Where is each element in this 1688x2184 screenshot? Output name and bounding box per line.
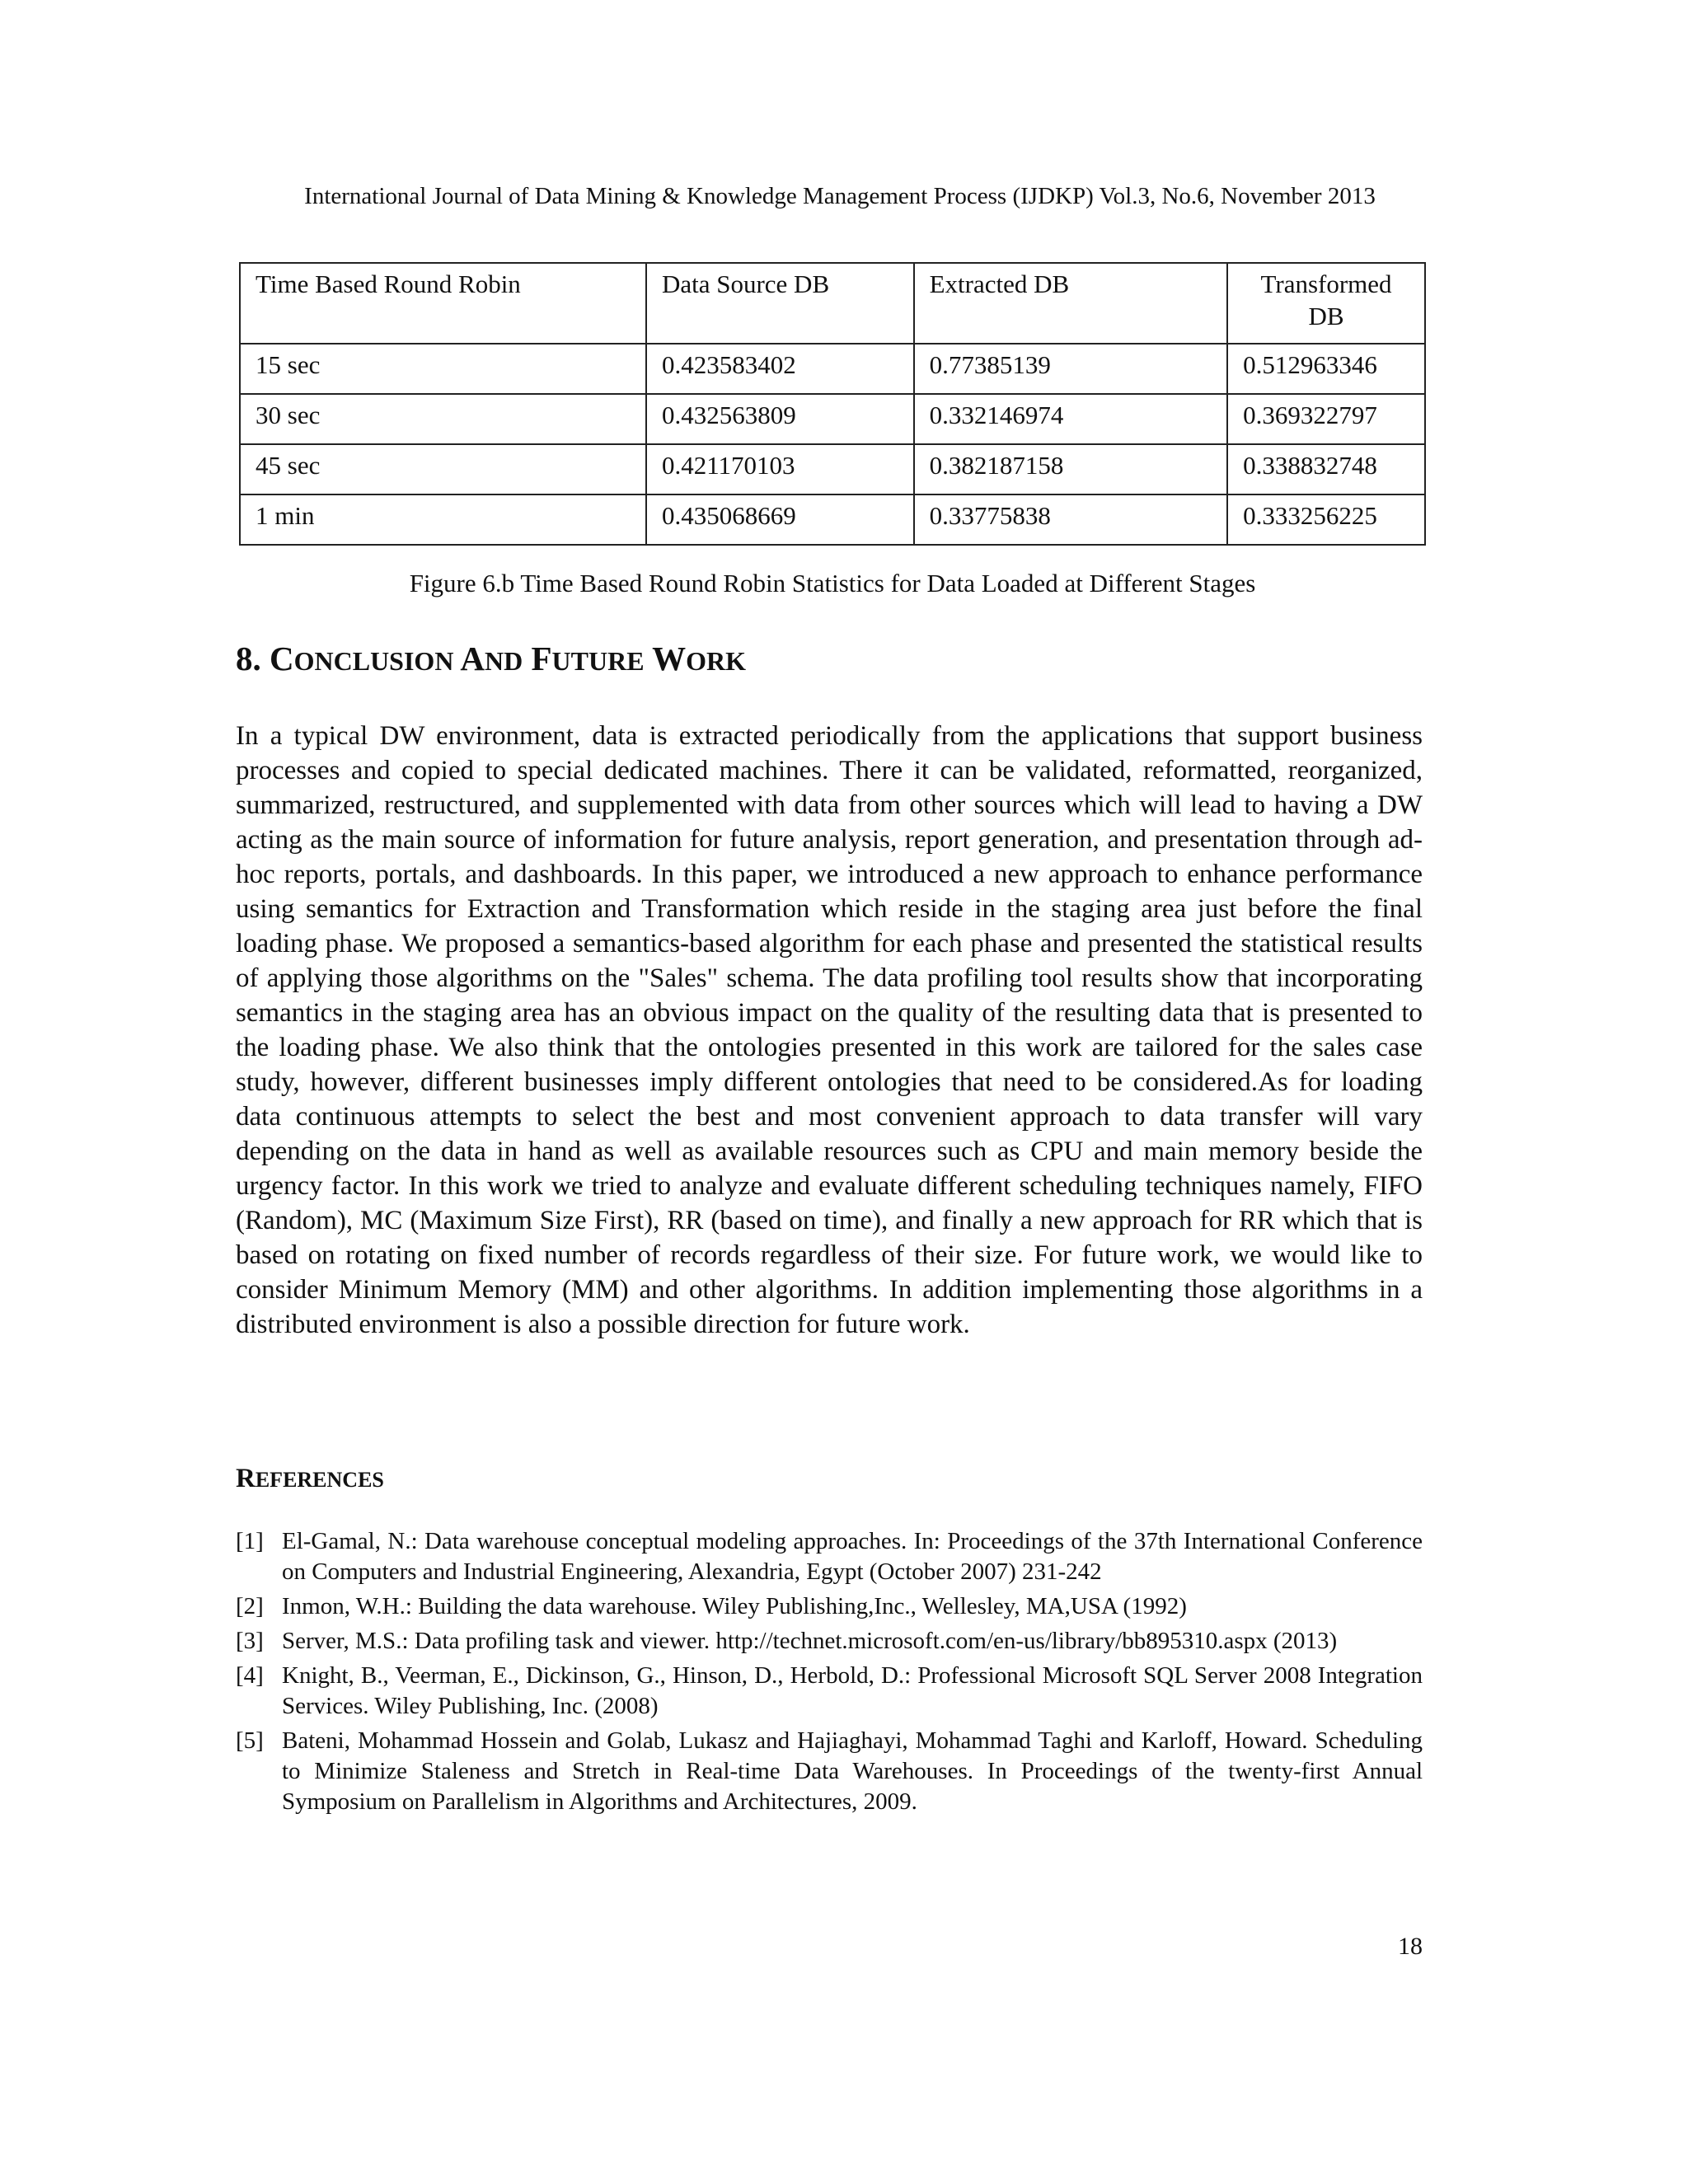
round-robin-statistics-table: [239, 262, 1426, 546]
reference-number: [3]: [236, 1628, 264, 1654]
table-row: [240, 344, 1425, 394]
table-cell: 0.382187158: [914, 444, 1227, 494]
reference-number: [4]: [236, 1662, 264, 1689]
table-cell: 0.33775838: [914, 494, 1227, 545]
table-cell: 30 sec: [240, 394, 646, 444]
column-header: Transformed DB: [1227, 263, 1425, 344]
table-cell: 0.369322797: [1227, 394, 1425, 444]
heading-smallcaps: ND: [485, 646, 523, 676]
table-cell: 0.338832748: [1227, 444, 1425, 494]
reference-item: [236, 1726, 1423, 1817]
column-header: Extracted DB: [914, 263, 1227, 344]
reference-item: [236, 1526, 1423, 1587]
running-header: International Journal of Data Mining & Knowledge Management Process (IJDKP) Vol.3, No.6, November 2013: [304, 183, 1376, 209]
heading-initial: A: [460, 640, 485, 677]
table-cell: 0.435068669: [646, 494, 914, 545]
heading-smallcaps: UTURE: [551, 646, 645, 676]
reference-item: [236, 1591, 1423, 1622]
references-list: [236, 1526, 1423, 1821]
table-cell: 1 min: [240, 494, 646, 545]
table-row: [240, 494, 1425, 545]
reference-text: El-Gamal, N.: Data warehouse conceptual modeling approaches. In: Proceedings of the 37th International Conference on Computers and Industrial Engineering, Alexandria, Egypt (October 2007) 231-242: [282, 1528, 1423, 1585]
reference-number: [5]: [236, 1727, 264, 1754]
reference-text: Knight, B., Veerman, E., Dickinson, G., Hinson, D., Herbold, D.: Professional Microsoft SQL Server 2008 Integration Services. Wiley Publishing, Inc. (2008): [282, 1662, 1423, 1719]
table-cell: 0.77385139: [914, 344, 1227, 394]
section-heading: [236, 639, 746, 678]
heading-smallcaps: ORK: [686, 646, 746, 676]
heading-initial: C: [270, 640, 294, 677]
table-cell: 0.512963346: [1227, 344, 1425, 394]
heading-initial: F: [531, 640, 552, 677]
reference-number: [1]: [236, 1528, 264, 1554]
column-header: Time Based Round Robin: [240, 263, 646, 344]
heading-smallcaps: ONCLUSION: [293, 646, 454, 676]
column-header: Data Source DB: [646, 263, 914, 344]
table-cell: 15 sec: [240, 344, 646, 394]
reference-item: [236, 1626, 1423, 1657]
reference-number: [2]: [236, 1593, 264, 1619]
heading-smallcaps: EFERENCES: [255, 1468, 384, 1492]
reference-text: Bateni, Mohammad Hossein and Golab, Lukasz and Hajiaghayi, Mohammad Taghi and Karloff, Howard. Scheduling to Minimize Staleness and Stretch in Real-time Data Warehouses. In Proceedings of the twenty-first Annual Symposium on Parallelism in Algorithms and Architectures, 2009.: [282, 1727, 1423, 1815]
reference-text: Server, M.S.: Data profiling task and viewer. http://technet.microsoft.com/en-us/library/bb895310.aspx (2013): [282, 1628, 1338, 1654]
table-row: [240, 394, 1425, 444]
heading-initial: R: [236, 1464, 256, 1493]
table-cell: 45 sec: [240, 444, 646, 494]
table-cell: 0.423583402: [646, 344, 914, 394]
table-cell: 0.332146974: [914, 394, 1227, 444]
table-row: [240, 444, 1425, 494]
figure-caption: Figure 6.b Time Based Round Robin Statistics for Data Loaded at Different Stages: [409, 569, 1256, 598]
reference-text: Inmon, W.H.: Building the data warehouse. Wiley Publishing,Inc., Wellesley, MA,USA (1992): [282, 1593, 1187, 1619]
references-heading: [236, 1464, 384, 1494]
table-cell: 0.333256225: [1227, 494, 1425, 545]
page-number: 18: [1398, 1933, 1423, 1960]
table-cell: 0.421170103: [646, 444, 914, 494]
table-header-row: [240, 263, 1425, 344]
conclusion-paragraph: In a typical DW environment, data is extracted periodically from the applications that support business processes and copied to special dedicated machines. There it can be validated, reformatted, reorganized, summarized, restructured, and supplemented with data from other sources which will lead to having a DW acting as the main source of information for future analysis, report generation, and presentation through ad-hoc reports, portals, and dashboards. In this paper, we introduced a new approach to enhance performance using semantics for Extraction and Transformation which reside in the staging area just before the final loading phase. We proposed a semantics-based algorithm for each phase and presented the statistical results of applying those algorithms on the "Sales" schema. The data profiling tool results show that incorporating semantics in the staging area has an obvious impact on the quality of the resulting data that is presented to the loading phase. We also think that the ontologies presented in this work are tailored for the sales case study, however, different businesses imply different ontologies that need to be considered.As for loading data continuous attempts to select the best and most convenient approach to data transfer will vary depending on the data in hand as well as available resources such as CPU and main memory beside the urgency factor. In this work we tried to analyze and evaluate different scheduling techniques namely, FIFO (Random), MC (Maximum Size First), RR (based on time), and finally a new approach for RR which that is based on rotating on fixed number of records regardless of their size. For future work, we would like to consider Minimum Memory (MM) and other algorithms. In addition implementing those algorithms in a distributed environment is also a possible direction for future work.: [236, 721, 1423, 1339]
table-cell: 0.432563809: [646, 394, 914, 444]
heading-initial: W: [652, 640, 687, 677]
reference-item: [236, 1661, 1423, 1722]
section-number: 8.: [236, 640, 261, 677]
